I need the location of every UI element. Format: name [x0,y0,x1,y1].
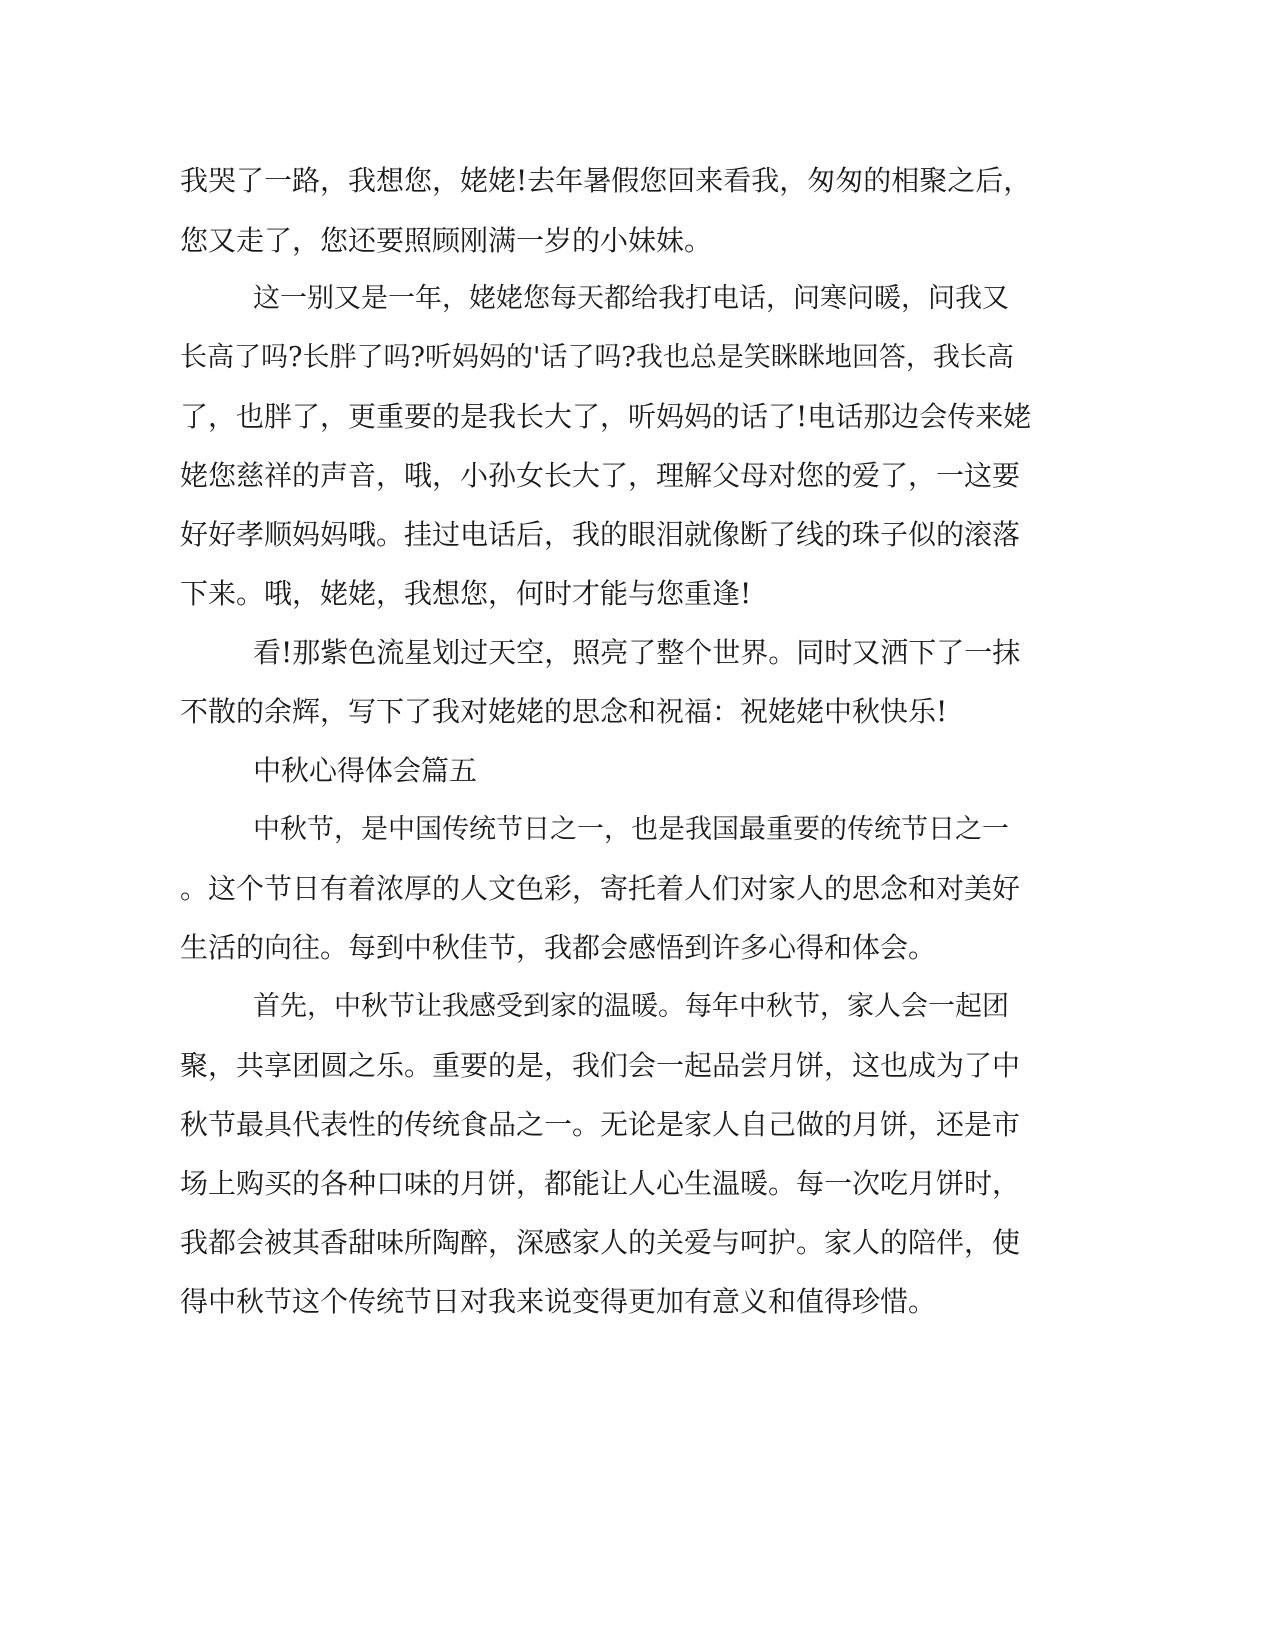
text-line: 首先，中秋节让我感受到家的温暖。每年中秋节，家人会一起团 [253,991,1009,1022]
text-line: 秋节最具代表性的传统食品之一。无论是家人自己做的月饼，还是市 [180,1108,1021,1141]
text-line: 生活的向往。每到中秋佳节，我都会感悟到许多心得和体会。 [180,931,937,964]
text-line: 不散的余辉，写下了我对姥姥的思念和祝福：祝姥姥中秋快乐! [180,695,948,728]
text-line: 得中秋节这个传统节日对我来说变得更加有意义和值得珍惜。 [180,1285,937,1318]
text-line: 。这个节日有着浓厚的人文色彩，寄托着人们对家人的思念和对美好 [180,872,1021,905]
section-heading: 中秋心得体会篇五 [253,754,478,787]
text-line: 场上购买的各种口味的月饼，都能让人心生温暖。每一次吃月饼时， [180,1167,1021,1200]
text-line: 好好孝顺妈妈哦。挂过电话后，我的眼泪就像断了线的珠子似的滚落 [180,518,1021,551]
text-line: 我哭了一路，我想您，姥姥!去年暑假您回来看我，匆匆的相聚之后， [180,164,1032,197]
text-line: 您又走了，您还要照顾刚满一岁的小妹妹。 [180,224,713,257]
text-line: 长高了吗?长胖了吗?听妈妈的'话了吗?我也总是笑眯眯地回答，我长高 [180,342,1014,373]
text-line: 聚，共享团圆之乐。重要的是，我们会一起品尝月饼，这也成为了中 [180,1049,1021,1082]
text-line: 姥您慈祥的声音，哦，小孙女长大了，理解父母对您的爱了，一这要 [180,459,1021,492]
text-line: 看!那紫色流星划过天空，照亮了整个世界。同时又洒下了一抹 [253,636,1021,669]
text-line: 了，也胖了，更重要的是我长大了，听妈妈的话了!电话那边会传来姥 [180,400,1032,433]
text-line: 这一别又是一年，姥姥您每天都给我打电话，问寒问暖，问我又 [253,283,1009,314]
text-line: 中秋节，是中国传统节日之一，也是我国最重要的传统节日之一 [253,814,1009,845]
text-line: 下来。哦，姥姥，我想您，何时才能与您重逢! [180,577,752,610]
text-line: 我都会被其香甜味所陶醉，深感家人的关爱与呵护。家人的陪伴，使 [180,1226,1021,1259]
